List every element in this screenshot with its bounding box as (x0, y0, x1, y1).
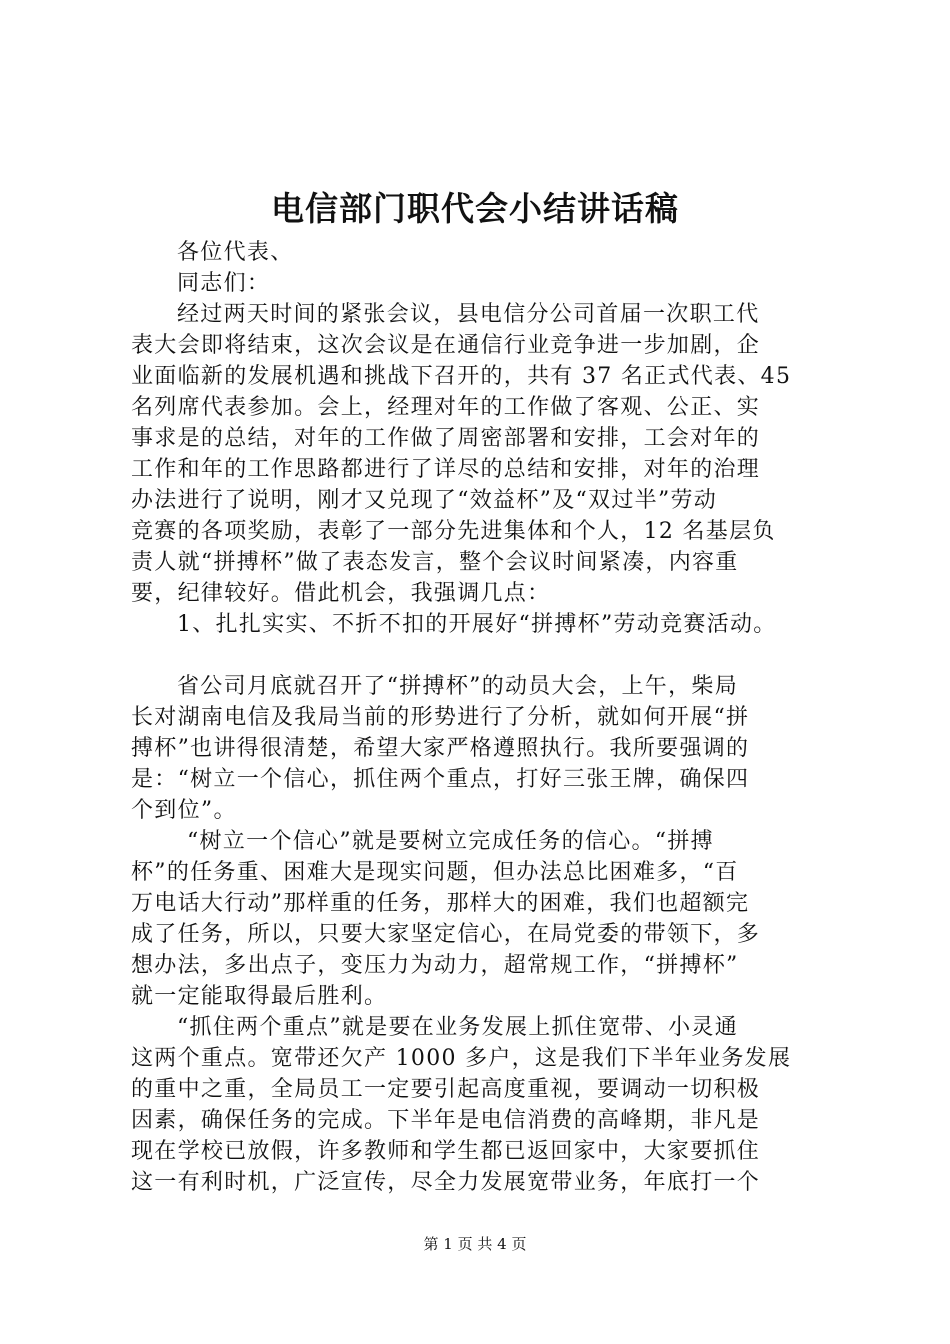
paragraph-line: 就一定能取得最后胜利。 (131, 984, 388, 1009)
paragraph-line: 长对湖南电信及我局当前的形势进行了分析，就如何开展“拼 (131, 705, 750, 730)
paragraph-line: 表大会即将结束，这次会议是在通信行业竞争进一步加剧，企 (131, 333, 761, 358)
paragraph-line: 杯”的任务重、困难大是现实问题，但办法总比困难多，“百 (131, 860, 739, 885)
paragraph-line: 竞赛的各项奖励，表彰了一部分先进集体和个人，12 名基层负 (131, 519, 776, 544)
section-heading: 1、扎扎实实、不折不扣的开展好“拼搏杯”劳动竞赛活动。 (177, 612, 777, 637)
paragraph-line: 万电话大行动”那样重的任务，那样大的困难，我们也超额完 (131, 891, 750, 916)
document-body (131, 237, 829, 1198)
paragraph-line: 的重中之重，全局员工一定要引起高度重视，要调动一切积极 (131, 1077, 761, 1102)
paragraph-line: 搏杯”也讲得很清楚，希望大家严格遵照执行。我所要强调的 (131, 736, 750, 761)
blank-line (131, 640, 829, 671)
paragraph-line: 现在学校已放假，许多教师和学生都已返回家中，大家要抓住 (131, 1139, 761, 1164)
salutation-line: 同志们： (177, 271, 271, 296)
paragraph-line: 经过两天时间的紧张会议，县电信分公司首届一次职工代 (177, 302, 760, 327)
paragraph-line: 这一有利时机，广泛宣传，尽全力发展宽带业务，年底打一个 (131, 1170, 761, 1195)
paragraph-line: 因素，确保任务的完成。下半年是电信消费的高峰期，非凡是 (131, 1108, 761, 1133)
paragraph-line: 办法进行了说明，刚才又兑现了“效益杯”及“双过半”劳动 (131, 488, 718, 513)
paragraph-line: 这两个重点。宽带还欠产 1000 多户，这是我们下半年业务发展 (131, 1046, 792, 1071)
page-number-footer: 第 1 页 共 4 页 (423, 1235, 527, 1253)
paragraph-line: 工作和年的工作思路都进行了详尽的总结和安排，对年的治理 (131, 457, 761, 482)
paragraph-line: “抓住两个重点”就是要在业务发展上抓住宽带、小灵通 (177, 1015, 738, 1040)
paragraph-line: 是：“树立一个信心，抓住两个重点，打好三张王牌，确保四 (131, 767, 750, 792)
paragraph-line: 责人就“拼搏杯”做了表态发言，整个会议时间紧凑，内容重 (131, 550, 739, 575)
paragraph-line: 名列席代表参加。会上，经理对年的工作做了客观、公正、实 (131, 395, 761, 420)
paragraph-line: 要，纪律较好。借此机会，我强调几点： (131, 581, 551, 606)
salutation-line: 各位代表、 (177, 240, 294, 265)
paragraph-line: 业面临新的发展机遇和挑战下召开的，共有 37 名正式代表、45 (131, 364, 792, 389)
document-title: 电信部门职代会小结讲话稿 (271, 189, 679, 228)
paragraph-line: 个到位”。 (131, 798, 237, 823)
paragraph-line: 想办法，多出点子，变压力为动力，超常规工作，“拼搏杯” (131, 953, 739, 978)
paragraph-line: “树立一个信心”就是要树立完成任务的信心。“拼搏 (187, 829, 714, 854)
paragraph-line: 省公司月底就召开了“拼搏杯”的动员大会，上午，柴局 (177, 674, 738, 699)
paragraph-line: 事求是的总结，对年的工作做了周密部署和安排，工会对年的 (131, 426, 761, 451)
paragraph-line: 成了任务，所以，只要大家坚定信心，在局党委的带领下，多 (131, 922, 761, 947)
